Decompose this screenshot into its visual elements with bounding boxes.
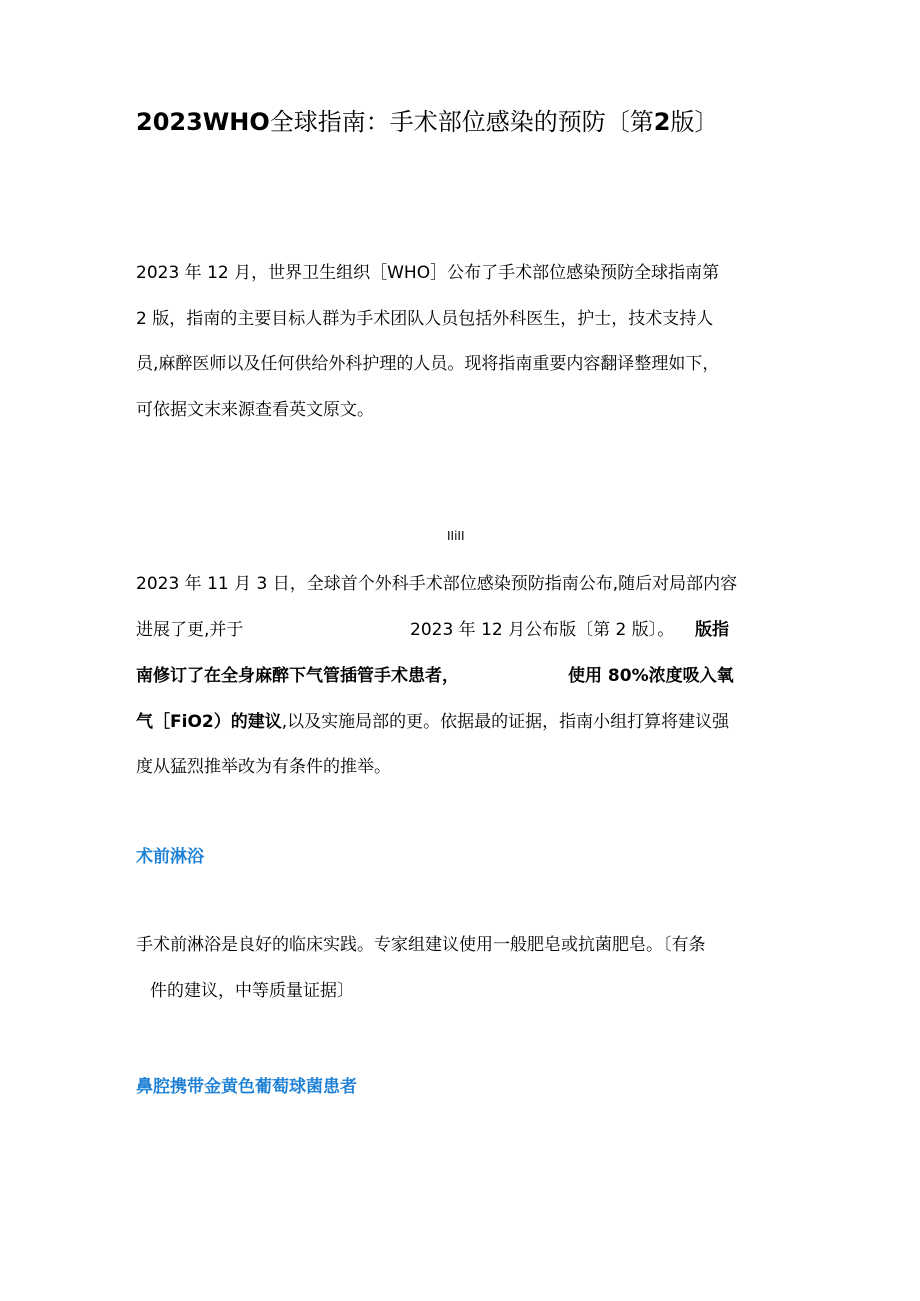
intro-line-1: 2023 年 12 月，世界卫生组织［WHO］公布了手术部位感染预防全球指南第 <box>136 263 720 283</box>
update-line-4-rest: ,以及实施局部的更。依据最的证据，指南小组打算将建议强 <box>281 712 730 732</box>
update-line-3b: 使用 80%浓度吸入氧 <box>568 666 734 686</box>
update-line-2c: 版指 <box>695 620 729 640</box>
update-line-1: 2023 年 11 月 3 日，全球首个外科手术部位感染预防指南公布,随后对局部内容 <box>136 574 738 594</box>
update-line-4 <box>136 710 729 734</box>
section1-line-2: 件的建议，中等质量证据〕 <box>150 981 354 1001</box>
section-heading-nasal-staph: 鼻腔携带金黄色葡萄球菌患者 <box>136 1077 357 1097</box>
update-line-3a: 南修订了在全身麻醉下气管插管手术患者， <box>136 666 459 686</box>
intro-line-3: 员,麻醉医师以及任何供给外科护理的人员。现将指南重要内容翻译整理如下， <box>136 354 720 374</box>
page-title <box>136 104 718 140</box>
update-line-2a: 进展了更,并于 <box>136 620 244 640</box>
title-edition-number: 2 <box>653 108 671 136</box>
title-end-text: 版〕 <box>670 108 719 136</box>
section-heading-preop-shower: 术前淋浴 <box>136 847 204 867</box>
update-line-4-bold: 气［FiO2）的建议 <box>136 712 282 732</box>
title-bold-prefix: 2023WHO <box>136 108 270 136</box>
intro-line-2: 2 版，指南的主要目标人群为手术团队人员包括外科医生，护士，技术支持人 <box>136 309 714 329</box>
update-line-5: 度从猛烈推举改为有条件的推举。 <box>136 757 391 777</box>
update-line-2b: 2023 年 12 月公布版〔第 2 版〕。 <box>410 620 675 640</box>
section1-line-1: 手术前淋浴是良好的临床实践。专家组建议使用一般肥皂或抗菌肥皂。〔有条 <box>136 935 706 955</box>
divider-mark: IIiII <box>447 529 465 543</box>
intro-line-4: 可依据文末来源查看英文原文。 <box>136 400 374 420</box>
title-main-text: 全球指南：手术部位感染的预防〔第 <box>269 108 654 136</box>
